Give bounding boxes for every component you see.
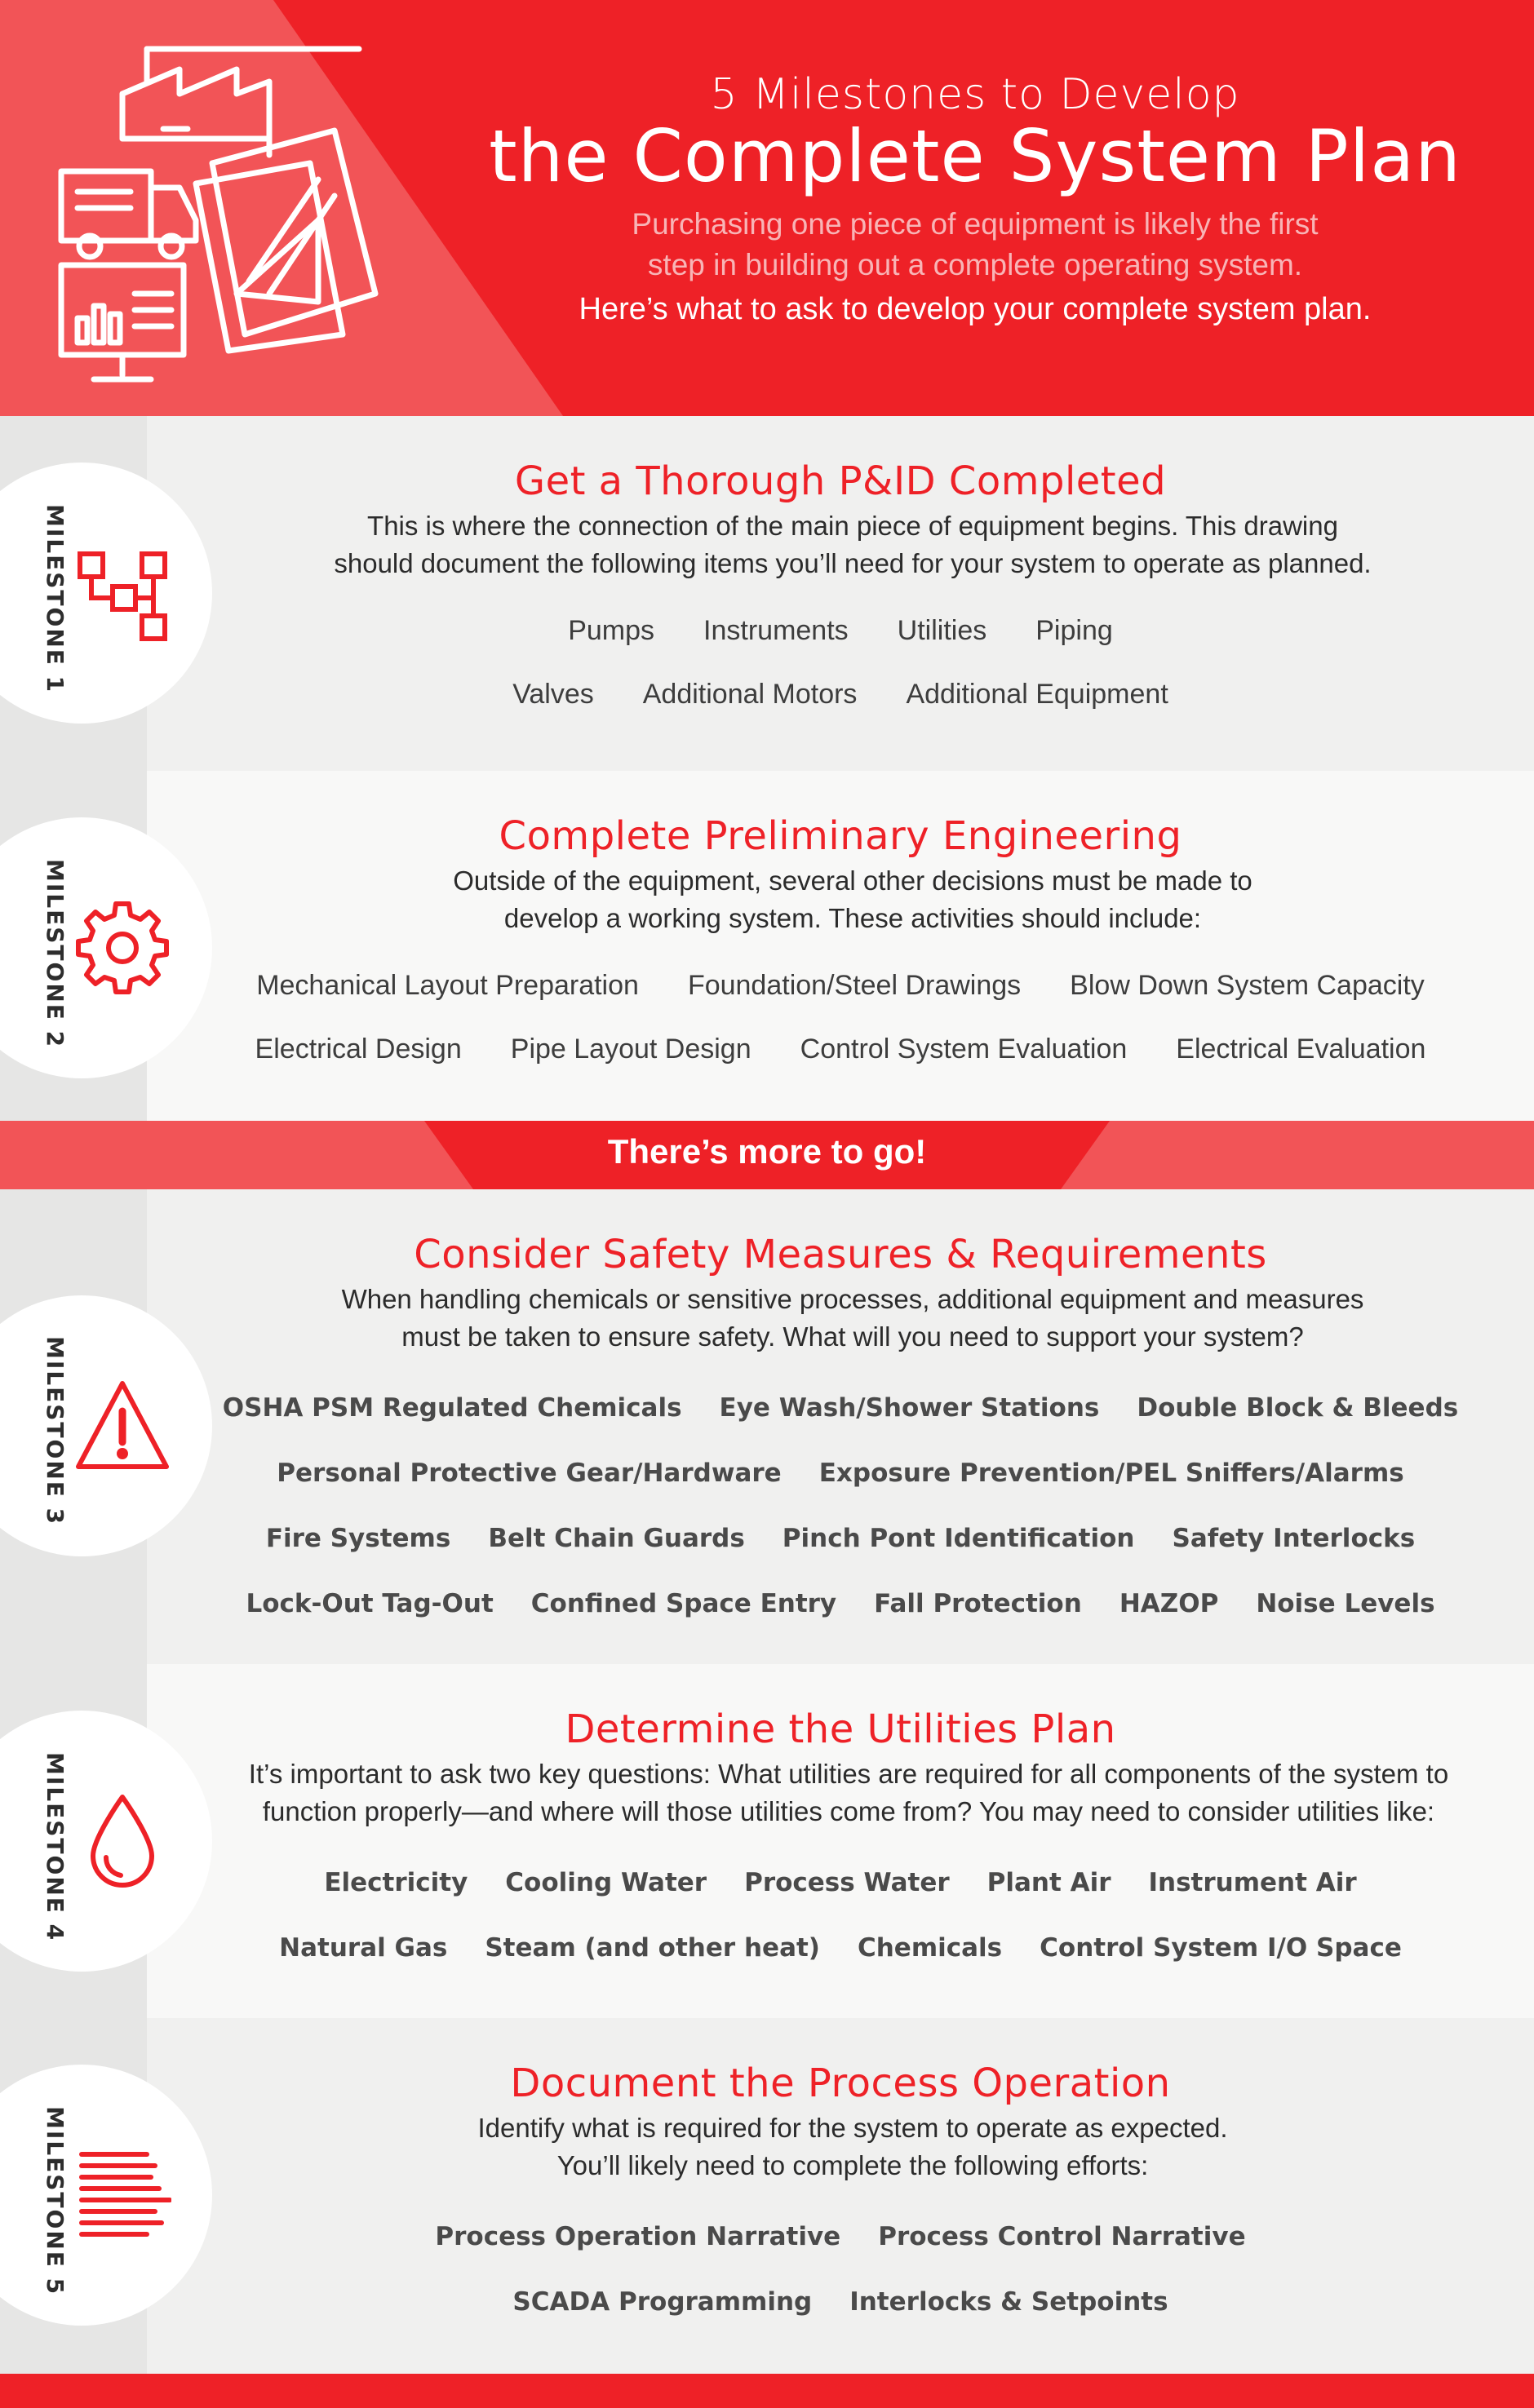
- list-item: Control System I/O Space: [1040, 1933, 1402, 1963]
- list-item: OSHA PSM Regulated Chemicals: [222, 1393, 682, 1423]
- list-item: Chemicals: [857, 1933, 1003, 1963]
- header-subtitle-line: step in building out a complete operating system.: [647, 248, 1303, 281]
- list-item: Belt Chain Guards: [488, 1524, 745, 1553]
- milestone-label: MILESTONE 2: [42, 859, 69, 1049]
- item-row: [147, 1524, 1534, 1553]
- item-row: [147, 2222, 1534, 2251]
- item-row: [147, 2287, 1534, 2317]
- list-item: Cooling Water: [505, 1868, 707, 1897]
- milestone-4-section: [0, 1664, 1534, 2018]
- more-to-go-banner: [0, 1121, 1534, 1189]
- milestone-2-section: [0, 771, 1534, 1121]
- list-item: Utilities: [897, 615, 987, 646]
- list-item: Natural Gas: [279, 1933, 448, 1963]
- milestone-label: MILESTONE 3: [42, 1336, 69, 1526]
- list-item: Exposure Prevention/PEL Sniffers/Alarms: [818, 1459, 1404, 1488]
- milestone-label: MILESTONE 1: [42, 504, 69, 694]
- milestone-title: Complete Preliminary Engineering: [499, 813, 1182, 859]
- header-subtitle-line: Purchasing one piece of equipment is likely the first: [632, 207, 1319, 241]
- milestone-description: [188, 862, 1518, 937]
- item-row: [147, 970, 1534, 1002]
- milestone-title: Consider Safety Measures & Requirements: [414, 1232, 1267, 1277]
- page-title: the Complete System Plan: [489, 114, 1461, 198]
- list-item: Pipe Layout Design: [510, 1034, 751, 1065]
- description-line: This is where the connection of the main piece of equipment begins. This drawing: [367, 511, 1338, 541]
- milestone-title: Document the Process Operation: [510, 2061, 1171, 2106]
- list-item: Fire Systems: [265, 1524, 451, 1553]
- list-item: Piping: [1035, 615, 1113, 646]
- list-item: Confined Space Entry: [530, 1589, 837, 1618]
- milestone-label: MILESTONE 4: [42, 1752, 69, 1942]
- list-item: SCADA Programming: [512, 2287, 813, 2317]
- list-item: Process Operation Narrative: [435, 2222, 841, 2251]
- header-subtitle: [522, 204, 1428, 286]
- list-item: Electricity: [324, 1868, 468, 1897]
- milestone-description: [188, 507, 1518, 582]
- list-item: Additional Equipment: [906, 679, 1168, 710]
- list-item: Noise Levels: [1256, 1589, 1435, 1618]
- list-item: Electrical Design: [255, 1034, 462, 1065]
- milestone-title: Get a Thorough P&ID Completed: [514, 458, 1167, 504]
- description-line: You’ll likely need to complete the following efforts:: [556, 2150, 1149, 2180]
- list-item: Safety Interlocks: [1172, 1524, 1416, 1553]
- description-line: When handling chemicals or sensitive processes, additional equipment and measures: [341, 1284, 1364, 1314]
- item-row: [147, 1868, 1534, 1897]
- item-row: [147, 1459, 1534, 1488]
- item-row: [147, 679, 1534, 710]
- milestone-5-section: [0, 2018, 1534, 2374]
- factory-plans-icon: [49, 24, 392, 392]
- list-item: Blow Down System Capacity: [1070, 970, 1425, 1001]
- list-item: Instruments: [703, 615, 849, 646]
- milestone-description: [163, 1755, 1534, 1830]
- description-line: Identify what is required for the system to operate as expected.: [477, 2113, 1228, 2143]
- item-row: [147, 1589, 1534, 1618]
- item-row: [147, 1393, 1534, 1423]
- milestone-1-section: [0, 416, 1534, 771]
- header-banner: [0, 0, 1534, 416]
- item-row: [147, 615, 1534, 647]
- list-item: Control System Evaluation: [800, 1034, 1128, 1065]
- description-line: develop a working system. These activities should include:: [503, 903, 1202, 933]
- footer-bar: [0, 2374, 1534, 2408]
- list-item: Interlocks & Setpoints: [849, 2287, 1168, 2317]
- list-item: Pumps: [568, 615, 655, 646]
- list-item: Process Water: [744, 1868, 950, 1897]
- description-line: must be taken to ensure safety. What will you need to support your system?: [401, 1321, 1304, 1352]
- milestone-description: [188, 2109, 1518, 2184]
- list-item: Electrical Evaluation: [1176, 1034, 1426, 1065]
- item-row: [147, 1034, 1534, 1065]
- list-item: HAZOP: [1119, 1589, 1219, 1618]
- description-line: It’s important to ask two key questions: What utilities are required for all components of the system to: [248, 1759, 1449, 1789]
- list-item: Fall Protection: [874, 1589, 1082, 1618]
- milestone-label: MILESTONE 5: [42, 2106, 69, 2296]
- list-item: Process Control Narrative: [878, 2222, 1246, 2251]
- list-item: Instrument Air: [1148, 1868, 1357, 1897]
- list-item: Valves: [512, 679, 594, 710]
- header-ask: Here’s what to ask to develop your complete system plan.: [579, 292, 1372, 326]
- list-item: Personal Protective Gear/Hardware: [277, 1459, 782, 1488]
- milestone-title: Determine the Utilities Plan: [565, 1706, 1116, 1752]
- milestone-3-section: [0, 1189, 1534, 1664]
- list-item: Steam (and other heat): [485, 1933, 820, 1963]
- list-item: Foundation/Steel Drawings: [687, 970, 1022, 1001]
- description-line: Outside of the equipment, several other decisions must be made to: [453, 865, 1252, 896]
- description-line: should document the following items you’ll need for your system to operate as planned.: [334, 548, 1372, 578]
- item-row: [147, 1933, 1534, 1963]
- list-item: Mechanical Layout Preparation: [256, 970, 639, 1001]
- list-item: Eye Wash/Shower Stations: [719, 1393, 1100, 1423]
- list-item: Double Block & Bleeds: [1137, 1393, 1459, 1423]
- list-item: Pinch Pont Identification: [782, 1524, 1135, 1553]
- list-item: Lock-Out Tag-Out: [246, 1589, 494, 1618]
- list-item: Additional Motors: [642, 679, 858, 710]
- milestone-description: [188, 1281, 1518, 1356]
- banner-text: There’s more to go!: [607, 1132, 927, 1171]
- list-item: Plant Air: [986, 1868, 1111, 1897]
- header-pretitle: 5 Milestones to Develop: [710, 70, 1240, 119]
- description-line: function properly—and where will those utilities come from? You may need to consider utilities like:: [262, 1796, 1435, 1826]
